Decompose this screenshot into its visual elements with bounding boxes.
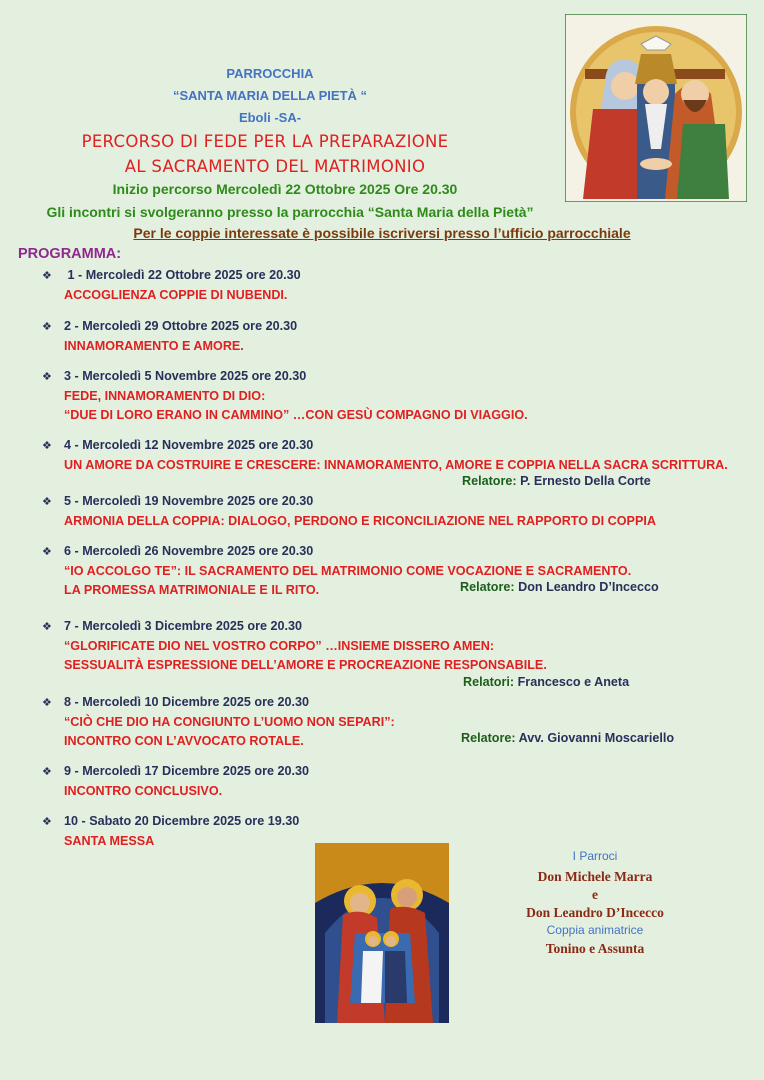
parish-label: PARROCCHIA: [226, 66, 314, 81]
bullet-icon: ❖: [42, 621, 52, 633]
item-date: 6 - Mercoledì 26 Novembre 2025 ore 20.30: [64, 544, 314, 558]
speaker-name: Don Leandro D’Incecco: [518, 580, 659, 594]
speaker-label: Relatore:: [461, 731, 516, 745]
parroci-label: I Parroci: [572, 849, 618, 863]
item-date: 9 - Mercoledì 17 Dicembre 2025 ore 20.30: [64, 764, 310, 778]
speaker-4: [461, 731, 674, 745]
program-item-3: [42, 367, 752, 425]
speaker-3: [463, 675, 629, 689]
item-topic: LA PROMESSA MATRIMONIALE E IL RITO.: [64, 583, 320, 597]
program-item-2: [42, 317, 752, 356]
item-date: 3 - Mercoledì 5 Novembre 2025 ore 20.30: [64, 369, 307, 383]
item-date: 7 - Mercoledì 3 Dicembre 2025 ore 20.30: [64, 619, 303, 633]
speaker-name: Avv. Giovanni Moscariello: [518, 731, 675, 745]
item-topic: FEDE, INNAMORAMENTO DI DIO:: [64, 389, 266, 403]
bullet-icon: ❖: [42, 816, 52, 828]
item-topic: ARMONIA DELLA COPPIA: DIALOGO, PERDONO E RICONCILIAZIONE NEL RAPPORTO DI COPPIA: [64, 514, 656, 528]
program-item-7: [42, 617, 752, 675]
item-topic: “IO ACCOLGO TE”: IL SACRAMENTO DEL MATRIMONIO COME VOCAZIONE E SACRAMENTO.: [64, 564, 632, 578]
item-date: 2 - Mercoledì 29 Ottobre 2025 ore 20.30: [64, 319, 298, 333]
registration-note: Per le coppie interessate è possibile iscriversi presso l’ufficio parrocchiale: [133, 225, 631, 241]
item-topic: SANTA MESSA: [64, 834, 155, 848]
speaker-label: Relatori:: [463, 675, 515, 689]
item-topic: SESSUALITÀ ESPRESSIONE DELL’AMORE E PROCREAZIONE RESPONSABILE.: [64, 658, 547, 672]
item-date: 8 - Mercoledì 10 Dicembre 2025 ore 20.30: [64, 695, 310, 709]
start-date: Inizio percorso Mercoledì 22 Ottobre 2025 Ore 20.30: [112, 181, 458, 197]
program-item-1: [42, 266, 752, 305]
bullet-icon: ❖: [42, 270, 52, 282]
page-title-line1: PERCORSO DI FEDE PER LA PREPARAZIONE: [81, 132, 449, 151]
bullet-icon: ❖: [42, 496, 52, 508]
program-item-4: [42, 436, 752, 475]
location-note: Gli incontri si svolgeranno presso la parrocchia “Santa Maria della Pietà”: [46, 204, 534, 220]
couple-names: Tonino e Assunta: [545, 941, 645, 956]
page-title-line2: AL SACRAMENTO DEL MATRIMONIO: [124, 157, 426, 176]
bullet-icon: ❖: [42, 321, 52, 333]
bullet-icon: ❖: [42, 697, 52, 709]
item-topic: “DUE DI LORO ERANO IN CAMMINO” …CON GESÙ COMPAGNO DI VIAGGIO.: [64, 408, 528, 422]
signature-block: [490, 849, 700, 959]
speaker-1: [462, 474, 651, 488]
bullet-icon: ❖: [42, 766, 52, 778]
item-date: 10 - Sabato 20 Dicembre 2025 ore 19.30: [64, 814, 300, 828]
conjunction: e: [592, 887, 598, 902]
item-date: 1 - Mercoledì 22 Ottobre 2025 ore 20.30: [64, 268, 301, 282]
item-topic: INCONTRO CONCLUSIVO.: [64, 784, 223, 798]
priest-2: Don Leandro D’Incecco: [526, 905, 664, 920]
bullet-icon: ❖: [42, 440, 52, 452]
item-topic: ACCOGLIENZA COPPIE DI NUBENDI.: [64, 288, 288, 302]
town-label: Eboli -SA-: [238, 110, 302, 125]
speaker-label: Relatore:: [460, 580, 515, 594]
bullet-icon: ❖: [42, 371, 52, 383]
priest-1: Don Michele Marra: [537, 869, 653, 884]
speaker-name: Francesco e Aneta: [517, 675, 630, 689]
item-date: 4 - Mercoledì 12 Novembre 2025 ore 20.30: [64, 438, 314, 452]
item-topic: INNAMORAMENTO E AMORE.: [64, 339, 244, 353]
couple-label: Coppia animatrice: [546, 923, 644, 937]
program-item-5: [42, 492, 752, 531]
bullet-icon: ❖: [42, 546, 52, 558]
speaker-2: [460, 580, 659, 594]
holy-family-image: [315, 843, 449, 1023]
item-topic: UN AMORE DA COSTRUIRE E CRESCERE: INNAMORAMENTO, AMORE E COPPIA NELLA SACRA SCRITTURA.: [64, 458, 728, 472]
program-item-9: [42, 762, 752, 801]
speaker-label: Relatore:: [462, 474, 517, 488]
wedding-icon-image: [565, 14, 747, 202]
item-topic: INCONTRO CON L’AVVOCATO ROTALE.: [64, 734, 304, 748]
parish-name: “SANTA MARIA DELLA PIETÀ “: [172, 88, 368, 103]
program-label: PROGRAMMA:: [18, 246, 122, 262]
speaker-name: P. Ernesto Della Corte: [520, 474, 651, 488]
item-date: 5 - Mercoledì 19 Novembre 2025 ore 20.30: [64, 494, 314, 508]
item-topic: “GLORIFICATE DIO NEL VOSTRO CORPO” …INSIEME DISSERO AMEN:: [64, 639, 495, 653]
item-topic: “CIÒ CHE DIO HA CONGIUNTO L’UOMO NON SEPARI”:: [64, 715, 395, 729]
